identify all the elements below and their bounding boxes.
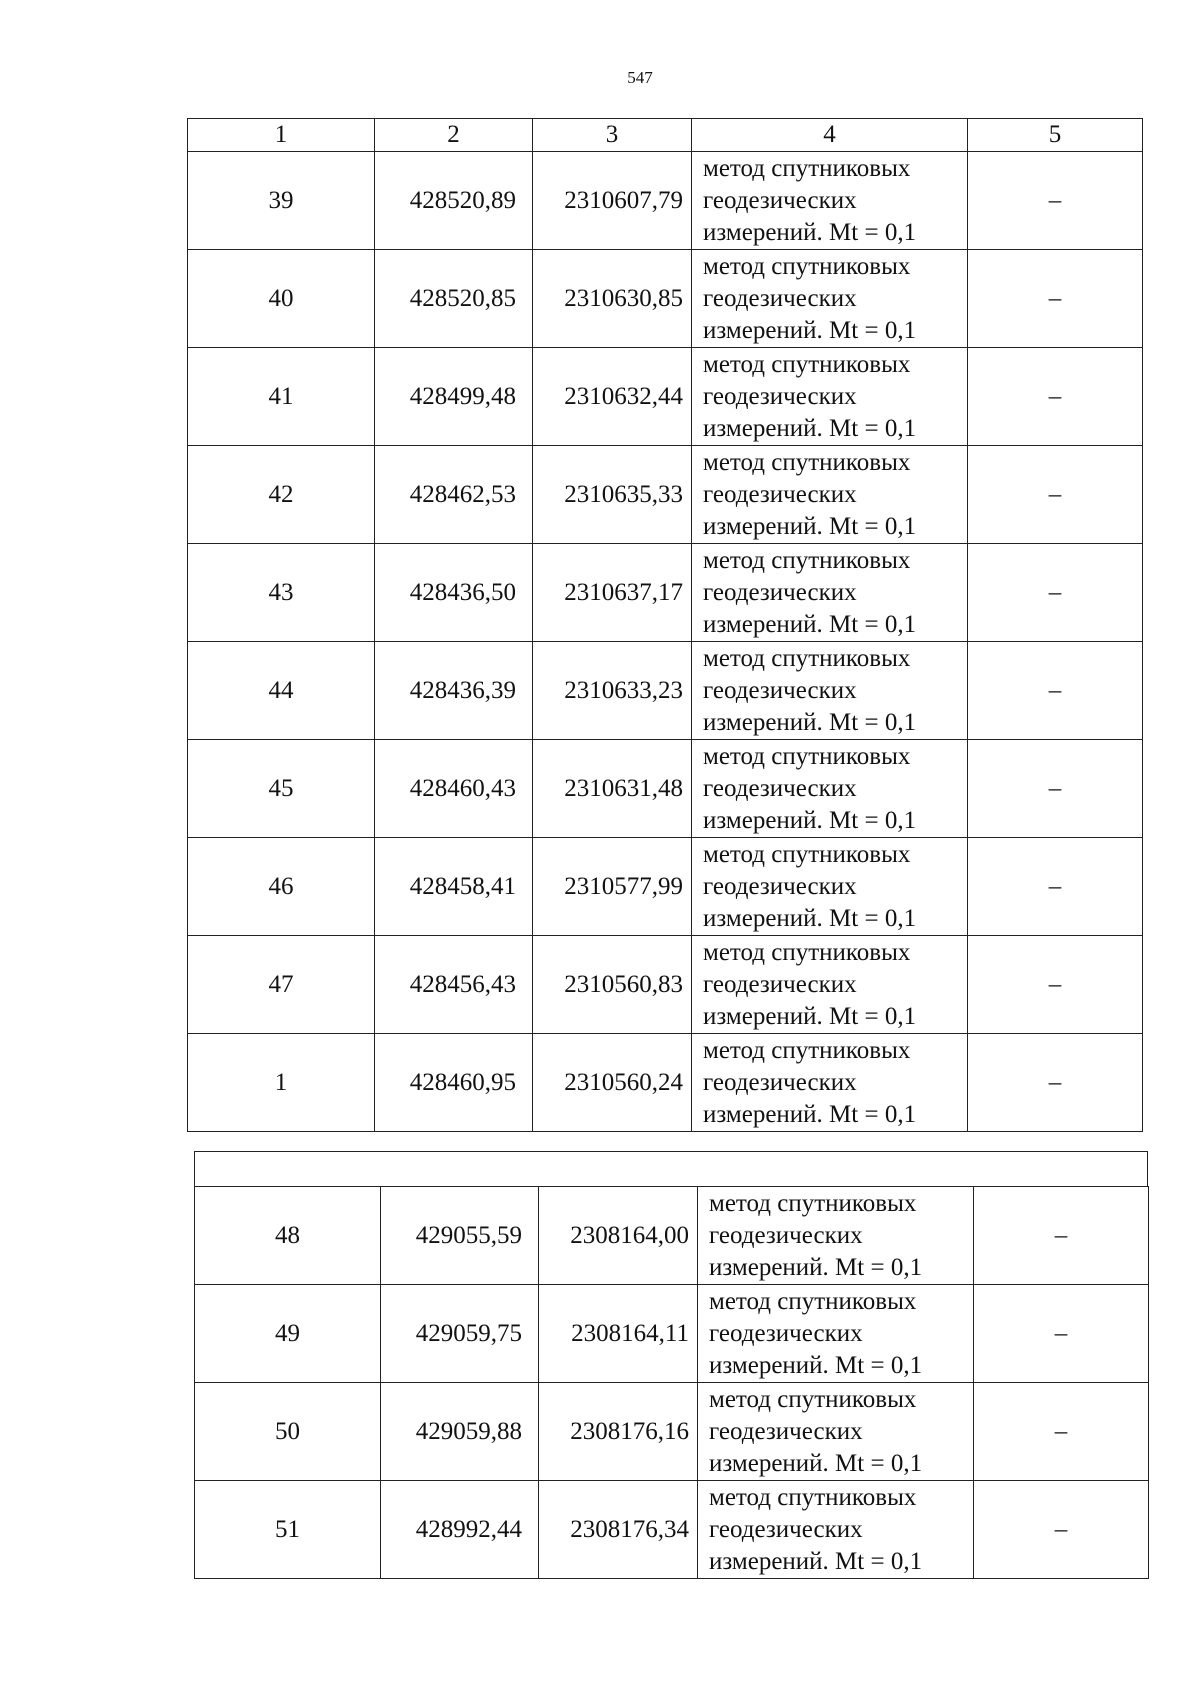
method-cell — [692, 544, 968, 642]
table-row — [195, 1383, 1149, 1481]
method-line: геодезических — [709, 1319, 863, 1347]
x-coordinate-cell: 428460,43 — [375, 740, 533, 838]
method-line: измерений. Mt = 0,1 — [709, 1253, 923, 1281]
y-coordinate-cell: 2310632,44 — [533, 348, 692, 446]
x-coordinate-cell: 428460,95 — [375, 1034, 533, 1132]
method-cell — [692, 1034, 968, 1132]
point-number-cell: 39 — [188, 152, 375, 250]
method-line: метод спутниковых — [703, 252, 911, 280]
y-coordinate-cell: 2310630,85 — [533, 250, 692, 348]
table-row — [188, 740, 1143, 838]
page-number: 547 — [627, 68, 653, 87]
point-number-cell: 1 — [188, 1034, 375, 1132]
point-number-cell: 45 — [188, 740, 375, 838]
point-number-cell: 42 — [188, 446, 375, 544]
method-cell — [692, 348, 968, 446]
y-coordinate-cell: 2310560,24 — [533, 1034, 692, 1132]
method-line: измерений. Mt = 0,1 — [703, 708, 917, 736]
method-line: метод спутниковых — [703, 448, 911, 476]
note-cell: – — [968, 1034, 1143, 1132]
x-coordinate-cell: 428520,89 — [375, 152, 533, 250]
note-cell: – — [968, 152, 1143, 250]
note-cell: – — [974, 1383, 1149, 1481]
y-coordinate-cell: 2308164,00 — [539, 1187, 698, 1285]
method-cell — [698, 1187, 974, 1285]
point-number-cell: 51 — [195, 1481, 381, 1579]
note-cell: – — [968, 544, 1143, 642]
method-line: геодезических — [703, 774, 857, 802]
method-line: геодезических — [703, 1068, 857, 1096]
point-number-cell: 46 — [188, 838, 375, 936]
method-cell — [692, 740, 968, 838]
x-coordinate-cell: 429055,59 — [381, 1187, 539, 1285]
y-coordinate-cell: 2310577,99 — [533, 838, 692, 936]
point-number-cell: 50 — [195, 1383, 381, 1481]
y-coordinate-cell: 2310631,48 — [533, 740, 692, 838]
method-line: метод спутниковых — [703, 938, 911, 966]
note-cell: – — [974, 1187, 1149, 1285]
column-header: 2 — [375, 119, 533, 152]
y-coordinate-cell: 2310633,23 — [533, 642, 692, 740]
x-coordinate-cell: 428520,85 — [375, 250, 533, 348]
point-number-cell: 48 — [195, 1187, 381, 1285]
section-separator — [194, 1151, 1148, 1186]
note-cell: – — [974, 1285, 1149, 1383]
method-line: геодезических — [703, 284, 857, 312]
method-line: геодезических — [703, 382, 857, 410]
method-line: измерений. Mt = 0,1 — [703, 904, 917, 932]
method-line: измерений. Mt = 0,1 — [703, 806, 917, 834]
method-line: геодезических — [703, 578, 857, 606]
method-cell — [698, 1285, 974, 1383]
method-line: измерений. Mt = 0,1 — [703, 218, 917, 246]
y-coordinate-cell: 2308176,34 — [539, 1481, 698, 1579]
method-line: метод спутниковых — [703, 742, 911, 770]
note-cell: – — [968, 250, 1143, 348]
method-cell — [692, 936, 968, 1034]
method-cell — [692, 838, 968, 936]
table-row — [188, 936, 1143, 1034]
method-line: измерений. Mt = 0,1 — [709, 1449, 923, 1477]
method-line: геодезических — [709, 1221, 863, 1249]
x-coordinate-cell: 428436,50 — [375, 544, 533, 642]
method-line: метод спутниковых — [709, 1189, 917, 1217]
y-coordinate-cell: 2310637,17 — [533, 544, 692, 642]
method-line: метод спутниковых — [709, 1385, 917, 1413]
method-line: метод спутниковых — [703, 840, 911, 868]
method-line: измерений. Mt = 0,1 — [703, 1100, 917, 1128]
header-row — [188, 119, 1143, 152]
x-coordinate-cell: 428436,39 — [375, 642, 533, 740]
table-row — [188, 544, 1143, 642]
note-cell: – — [968, 936, 1143, 1034]
method-line: геодезических — [703, 970, 857, 998]
note-cell: – — [968, 348, 1143, 446]
x-coordinate-cell: 428992,44 — [381, 1481, 539, 1579]
method-line: метод спутниковых — [703, 644, 911, 672]
point-number-cell: 40 — [188, 250, 375, 348]
table-row — [195, 1481, 1149, 1579]
note-cell: – — [968, 446, 1143, 544]
method-line: метод спутниковых — [709, 1287, 917, 1315]
note-cell: – — [974, 1481, 1149, 1579]
method-line: измерений. Mt = 0,1 — [703, 512, 917, 540]
x-coordinate-cell: 428456,43 — [375, 936, 533, 1034]
method-cell — [692, 446, 968, 544]
method-cell — [692, 642, 968, 740]
method-cell — [692, 152, 968, 250]
point-number-cell: 44 — [188, 642, 375, 740]
column-header: 1 — [188, 119, 375, 152]
method-line: геодезических — [703, 676, 857, 704]
coordinates-table — [187, 118, 1143, 1132]
note-cell: – — [968, 642, 1143, 740]
method-line: метод спутниковых — [709, 1483, 917, 1511]
method-cell — [692, 250, 968, 348]
method-line: метод спутниковых — [703, 1036, 911, 1064]
table-row — [195, 1285, 1149, 1383]
table-row — [188, 642, 1143, 740]
method-line: измерений. Mt = 0,1 — [709, 1547, 923, 1575]
table-row — [188, 348, 1143, 446]
coordinates-table-continued — [194, 1186, 1149, 1579]
point-number-cell: 43 — [188, 544, 375, 642]
method-line: измерений. Mt = 0,1 — [703, 414, 917, 442]
method-cell — [698, 1481, 974, 1579]
table-row — [188, 152, 1143, 250]
table-row — [188, 838, 1143, 936]
method-line: измерений. Mt = 0,1 — [709, 1351, 923, 1379]
y-coordinate-cell: 2310607,79 — [533, 152, 692, 250]
note-cell: – — [968, 740, 1143, 838]
method-line: геодезических — [703, 872, 857, 900]
point-number-cell: 47 — [188, 936, 375, 1034]
method-line: измерений. Mt = 0,1 — [703, 316, 917, 344]
point-number-cell: 41 — [188, 348, 375, 446]
method-line: геодезических — [709, 1417, 863, 1445]
method-line: измерений. Mt = 0,1 — [703, 610, 917, 638]
table-row — [188, 1034, 1143, 1132]
y-coordinate-cell: 2310635,33 — [533, 446, 692, 544]
x-coordinate-cell: 428499,48 — [375, 348, 533, 446]
method-line: метод спутниковых — [703, 154, 911, 182]
method-line: геодезических — [703, 480, 857, 508]
y-coordinate-cell: 2308164,11 — [539, 1285, 698, 1383]
x-coordinate-cell: 428458,41 — [375, 838, 533, 936]
x-coordinate-cell: 429059,88 — [381, 1383, 539, 1481]
column-header: 3 — [533, 119, 692, 152]
method-line: метод спутниковых — [703, 350, 911, 378]
method-line: геодезических — [709, 1515, 863, 1543]
method-cell — [698, 1383, 974, 1481]
y-coordinate-cell: 2308176,16 — [539, 1383, 698, 1481]
table-row — [188, 446, 1143, 544]
column-header: 4 — [692, 119, 968, 152]
method-line: геодезических — [703, 186, 857, 214]
x-coordinate-cell: 428462,53 — [375, 446, 533, 544]
note-cell: – — [968, 838, 1143, 936]
y-coordinate-cell: 2310560,83 — [533, 936, 692, 1034]
method-line: метод спутниковых — [703, 546, 911, 574]
table-row — [188, 250, 1143, 348]
table-row — [195, 1187, 1149, 1285]
x-coordinate-cell: 429059,75 — [381, 1285, 539, 1383]
method-line: измерений. Mt = 0,1 — [703, 1002, 917, 1030]
column-header: 5 — [968, 119, 1143, 152]
point-number-cell: 49 — [195, 1285, 381, 1383]
